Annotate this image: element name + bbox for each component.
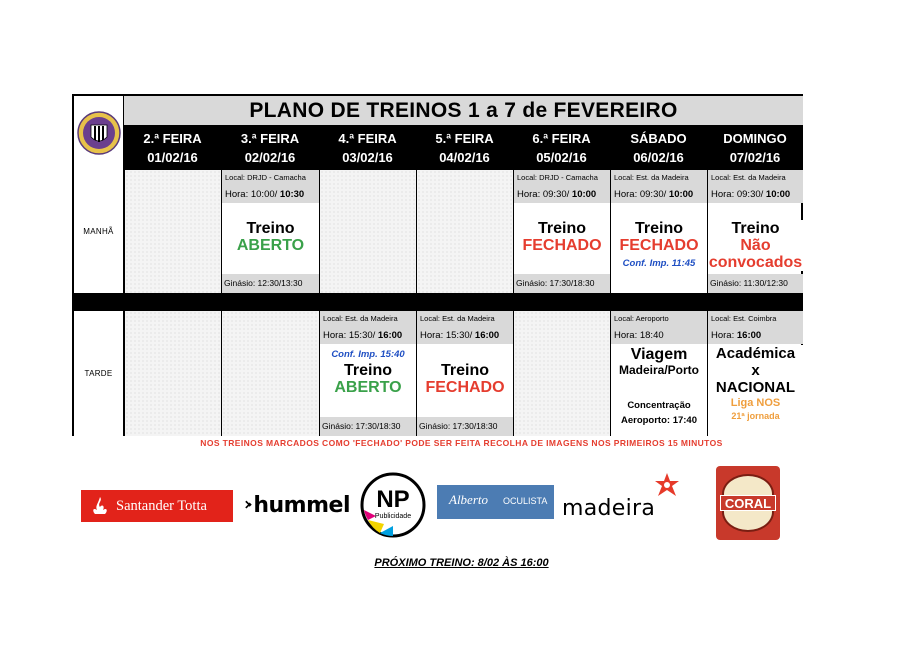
location-label: Local: Est. da Madeira: [611, 170, 707, 186]
day-date: 02/02/16: [244, 150, 296, 165]
gym-time: Ginásio: 11:30/12:30: [708, 274, 803, 293]
status-open: ABERTO: [236, 237, 305, 254]
cell-wed-morning: [319, 170, 416, 293]
cell-tue-afternoon: [221, 311, 319, 436]
day-date: 05/02/16: [536, 150, 587, 165]
cell-fri-afternoon: [513, 311, 610, 436]
sponsor-coral-label: CORAL: [720, 495, 776, 511]
location-label: Local: DRJD - Camacha: [514, 170, 610, 186]
session-title: Treino: [343, 362, 392, 379]
gym-time: Ginásio: 12:30/13:30: [222, 274, 319, 293]
trip-route: Madeira/Porto: [618, 363, 699, 377]
chevron-logo-icon: [245, 494, 253, 516]
status-closed: FECHADO: [619, 237, 699, 254]
sponsor-alberto: [437, 485, 554, 519]
day-header-tue: [221, 126, 319, 170]
assembly-time: Aeroporto: 17:40: [620, 415, 697, 426]
cell-tue-morning: [221, 170, 319, 293]
day-header-thu: [416, 126, 513, 170]
session-title: Treino: [440, 362, 489, 379]
cell-wed-afternoon: [319, 311, 416, 436]
day-date: 04/02/16: [439, 150, 490, 165]
home-team: Académica: [715, 345, 796, 362]
cell-sun-morning: [707, 170, 803, 293]
day-name: 5.ª FEIRA: [435, 131, 494, 146]
day-date: 06/02/16: [633, 150, 684, 165]
time-label: Hora: 15:30/ 16:00: [417, 327, 513, 344]
cell-mon-afternoon: [124, 311, 221, 436]
away-team: NACIONAL: [715, 379, 796, 396]
status-not-called-2: convocados: [708, 254, 803, 271]
versus: x: [751, 362, 760, 379]
cell-sat-afternoon: [610, 311, 707, 436]
day-header-fri: [513, 126, 610, 170]
row-separator: [74, 293, 803, 311]
day-header-wed: [319, 126, 416, 170]
session-title: Treino: [246, 220, 295, 237]
location-label: Local: DRJD - Camacha: [222, 170, 319, 186]
league-label: Liga NOS: [730, 397, 781, 409]
club-logo: [74, 96, 124, 170]
empty-footer: [611, 274, 707, 293]
day-date: 03/02/16: [342, 150, 393, 165]
match-info: [708, 345, 803, 436]
sponsor-santander: [81, 490, 233, 522]
location-label: Local: Est. da Madeira: [708, 170, 803, 186]
flower-logo-icon: [652, 470, 682, 500]
gym-time: Ginásio: 17:30/18:30: [514, 274, 610, 293]
day-name: 4.ª FEIRA: [338, 131, 397, 146]
press-conference: Conf. Imp. 15:40: [331, 349, 405, 360]
time-label: Hora: 09:30/ 10:00: [514, 186, 610, 203]
sponsor-alberto-label: Alberto: [449, 492, 488, 507]
day-header-sun: [707, 126, 803, 170]
sponsor-np-sub: Publicidade: [374, 513, 412, 520]
day-name: SÁBADO: [630, 131, 687, 146]
status-not-called: Não: [740, 237, 771, 254]
cell-sat-morning: [610, 170, 707, 293]
trip-title: Viagem: [630, 346, 688, 363]
day-date: 07/02/16: [729, 150, 781, 165]
cell-sun-afternoon: [707, 311, 803, 436]
schedule-table: [72, 94, 803, 436]
session-info: [611, 346, 707, 436]
status-closed: FECHADO: [425, 379, 505, 396]
day-header-sat: [610, 126, 707, 170]
session-info: [708, 220, 803, 271]
gym-time: Ginásio: 17:30/18:30: [320, 417, 416, 436]
sponsor-np-label: NP: [376, 486, 410, 513]
time-label: Hora: 09:30/ 10:00: [708, 186, 803, 203]
location-label: Local: Est. da Madeira: [320, 311, 416, 327]
day-name: DOMINGO: [723, 131, 787, 146]
sponsor-madeira-label: madeira: [562, 496, 656, 521]
cell-thu-afternoon: [416, 311, 513, 436]
sponsor-np: [360, 470, 426, 540]
status-closed: FECHADO: [522, 237, 602, 254]
time-label: Hora: 16:00: [708, 327, 803, 344]
session-info: [514, 220, 610, 254]
time-label: Hora: 10:00/ 10:30: [222, 186, 319, 203]
sponsor-hummel: [245, 489, 350, 521]
cell-mon-morning: [124, 170, 221, 293]
flame-icon: [89, 496, 111, 516]
row-label-morning: MANHÃ: [74, 170, 124, 293]
next-training: PRÓXIMO TREINO: 8/02 ÀS 16:00: [374, 557, 549, 569]
session-info: [222, 220, 319, 254]
time-label: Hora: 09:30/ 10:00: [611, 186, 707, 203]
cell-thu-morning: [416, 170, 513, 293]
status-open: ABERTO: [334, 379, 402, 396]
sponsor-madeira: [562, 470, 687, 522]
location-label: Local: Est. Coimbra: [708, 311, 803, 327]
sponsor-alberto-sub: OCULISTA: [503, 496, 548, 506]
closed-training-note: NOS TREINOS MARCADOS COMO 'FECHADO' PODE SER FEITA RECOLHA DE IMAGENS NOS PRIMEIROS 15 MINUTOS: [200, 438, 723, 448]
row-label-afternoon: TARDE: [74, 311, 124, 436]
sponsor-coral: [716, 466, 780, 540]
sponsor-santander-label: Santander Totta: [116, 497, 207, 514]
sponsor-hummel-label: hummel: [253, 492, 350, 518]
location-label: Local: Aeroporto: [611, 311, 707, 327]
session-info: [417, 362, 513, 396]
session-title: Treino: [537, 220, 586, 237]
time-label: Hora: 15:30/ 16:00: [320, 327, 416, 344]
day-date: 01/02/16: [147, 150, 198, 165]
day-name: 3.ª FEIRA: [240, 131, 300, 146]
page-title: PLANO DE TREINOS 1 a 7 de FEVEREIRO: [124, 96, 803, 126]
time-label: Hora: 18:40: [611, 327, 707, 344]
round-label: 21ª jornada: [731, 411, 780, 421]
day-name: 2.ª FEIRA: [143, 131, 202, 146]
day-name: 6.ª FEIRA: [532, 131, 591, 146]
day-header-mon: [124, 126, 221, 170]
session-info: [320, 349, 416, 396]
press-conference: Conf. Imp. 11:45: [622, 258, 696, 269]
session-title: Treino: [731, 220, 780, 237]
location-label: Local: Est. da Madeira: [417, 311, 513, 327]
session-info: [611, 220, 707, 269]
gym-time: Ginásio: 17:30/18:30: [417, 417, 513, 436]
cell-fri-morning: [513, 170, 610, 293]
session-title: Treino: [634, 220, 683, 237]
assembly-label: Concentração: [627, 400, 691, 411]
